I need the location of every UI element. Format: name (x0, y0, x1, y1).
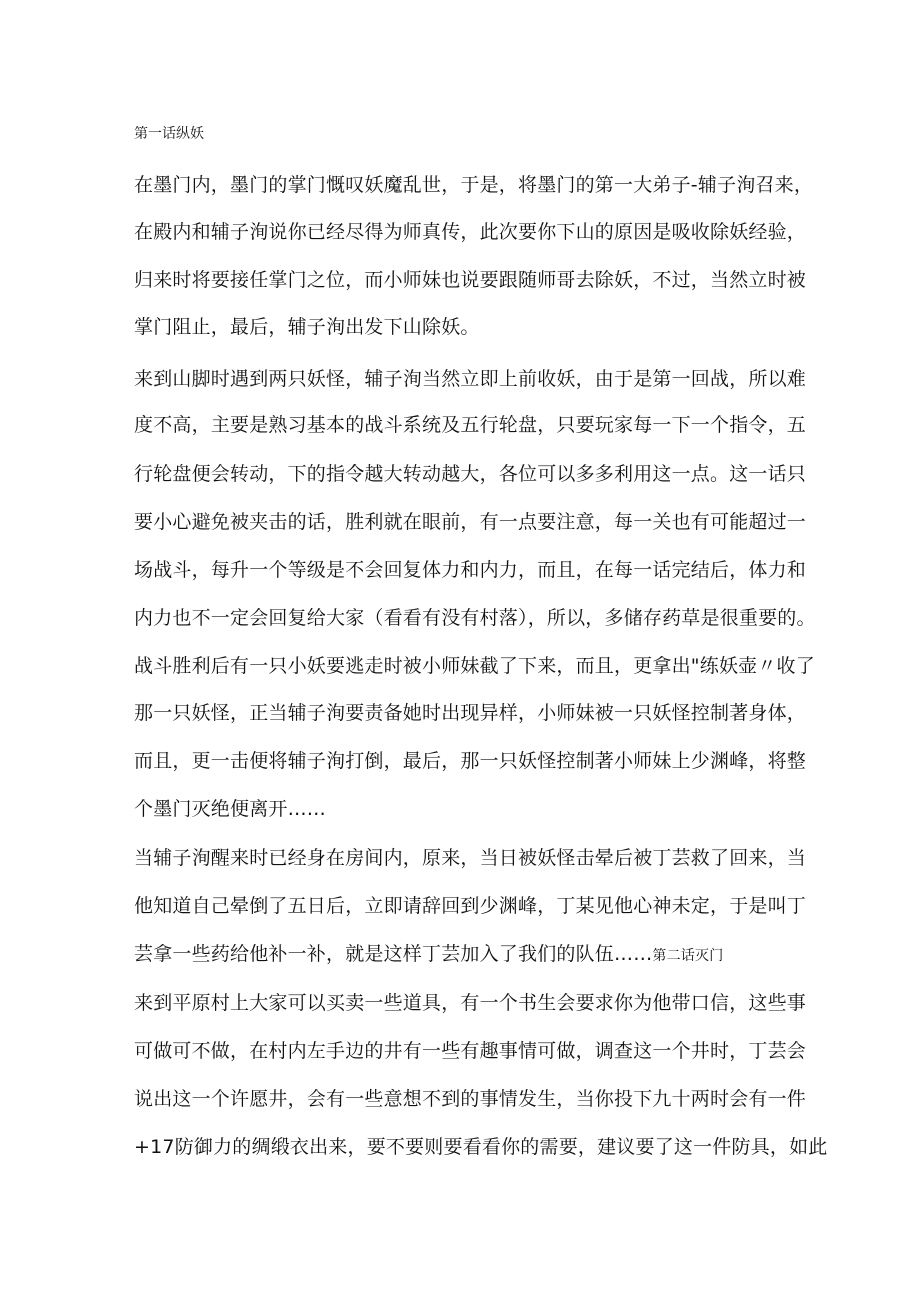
paragraph-line: 可做可不做，在村内左手边的井有一些有趣事情可做，调查这一个井时，丁芸会 (134, 1040, 807, 1062)
paragraph-line: 度不高，主要是熟习基本的战斗系统及五行轮盘，只要玩家每一下一个指令，五 (134, 414, 807, 436)
paragraph-line: +17防御力的绸缎衣出来，要不要则要看看你的需要，建议要了这一件防具，如此 (134, 1136, 828, 1158)
paragraph-line: 他知道自己晕倒了五日后，立即请辞回到少渊峰，丁某见他心神未定，于是叫丁 (134, 895, 807, 917)
paragraph-line: 掌门阻止，最后，辅子洵出发下山除妖。 (134, 316, 480, 338)
paragraph-line: 在墨门内，墨门的掌门慨叹妖魔乱世，于是，将墨门的第一大弟子-辅子洵召来， (134, 174, 814, 196)
paragraph-line: 行轮盘便会转动，下的指令越大转动越大，各位可以多多利用这一点。这一话只 (134, 463, 807, 485)
paragraph-line: 那一只妖怪，正当辅子洵要责备她时出现异样，小师妹被一只妖怪控制著身体， (134, 702, 807, 724)
paragraph-line: 而且，更一击便将辅子洵打倒，最后，那一只妖怪控制著小师妹上少渊峰，将整 (134, 750, 807, 772)
paragraph-line: 来到山脚时遇到两只妖怪，辅子洵当然立即上前收妖，由于是第一回战，所以难 (134, 368, 807, 390)
paragraph-line: 说出这一个许愿井，会有一些意想不到的事情发生，当你投下九十两时会有一件 (134, 1088, 807, 1110)
paragraph-line: 内力也不一定会回复给大家（看看有没有村落），所以，多储存药草是很重要的。 (134, 607, 816, 629)
chapter-title: 第二话灭门 (652, 948, 724, 964)
paragraph-line: 归来时将要接任掌门之位，而小师妹也说要跟随师哥去除妖，不过，当然立时被 (134, 269, 807, 291)
paragraph-line-text: 芸拿一些药给他补一补，就是这样丁芸加入了我们的队伍…… (134, 943, 653, 965)
paragraph-line: 当辅子洵醒来时已经身在房间内，原来，当日被妖怪击晕后被丁芸救了回来，当 (134, 847, 807, 869)
chapter-title: 第一话纵妖 (134, 126, 204, 142)
paragraph-line: 来到平原村上大家可以买卖一些道具，有一个书生会要求你为他带口信，这些事 (134, 992, 807, 1014)
paragraph-line: 在殿内和辅子洵说你已经尽得为师真传，此次要你下山的原因是吸收除妖经验， (134, 221, 807, 243)
paragraph-line: 个墨门灭绝便离开…… (134, 798, 327, 820)
paragraph-line (134, 942, 723, 968)
paragraph-line: 战斗胜利后有一只小妖要逃走时被小师妹截了下来，而且，更拿出"练妖壶〃收了 (134, 655, 815, 677)
paragraph-line: 要小心避免被夹击的话，胜利就在眼前，有一点要注意，每一关也有可能超过一 (134, 511, 807, 533)
paragraph-line: 场战斗，每升一个等级是不会回复体力和内力，而且，在每一话完结后，体力和 (134, 559, 807, 581)
